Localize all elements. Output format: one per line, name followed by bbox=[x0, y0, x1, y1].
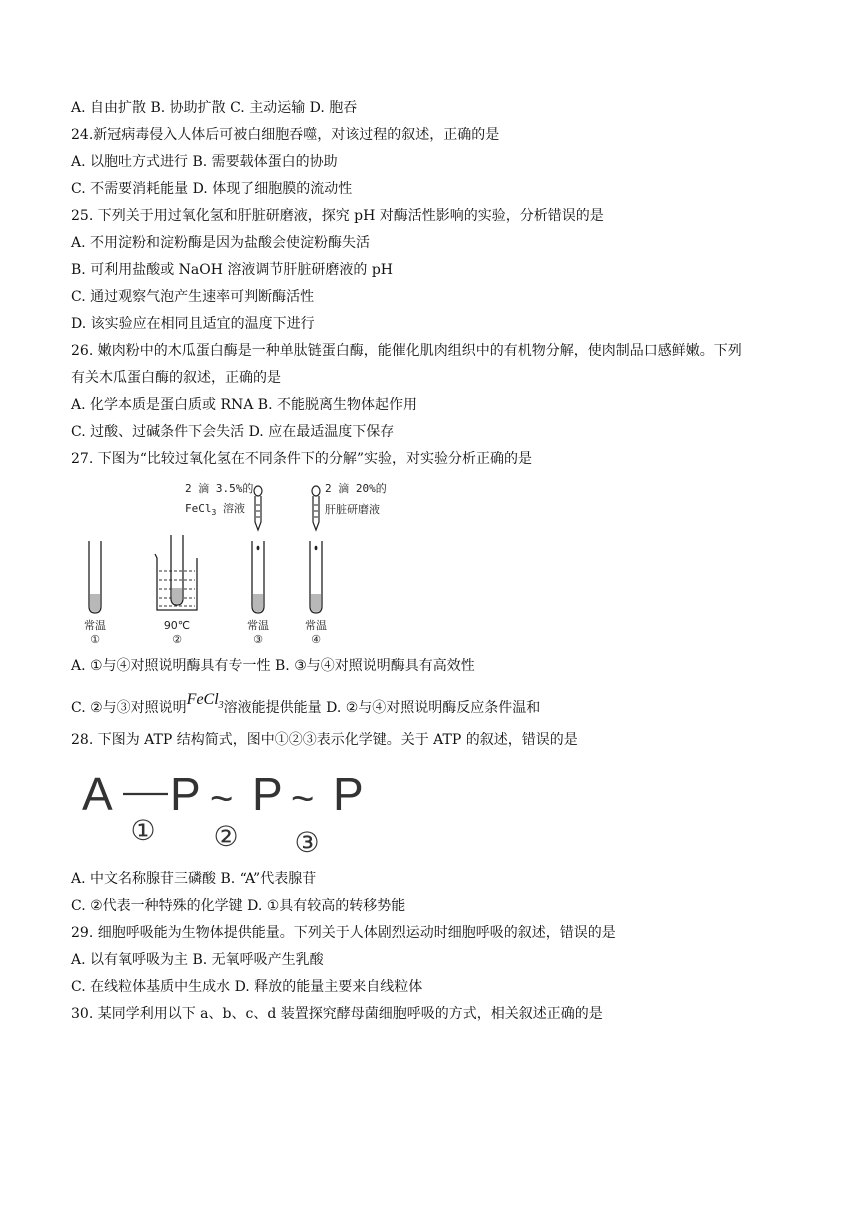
tube4-condition: 常温 bbox=[305, 619, 327, 632]
dropper1-label-line1: 2 滴 3.5%的 bbox=[185, 482, 254, 495]
q24-options-cd: C. 不需要消耗能量 D. 体现了细胞膜的流动性 bbox=[71, 181, 353, 197]
q24-options-ab: A. 以胞吐方式进行 B. 需要载体蛋白的协助 bbox=[71, 154, 338, 170]
q28-atp-structure-figure bbox=[80, 764, 380, 860]
q28-options-cd: C. ②代表一种特殊的化学键 D. ①具有较高的转移势能 bbox=[71, 898, 406, 914]
q28-options-ab: A. 中文名称腺苷三磷酸 B. “A”代表腺苷 bbox=[71, 871, 317, 887]
dropper-1 bbox=[254, 486, 262, 530]
q26-options-ab: A. 化学本质是蛋白质或 RNA B. 不能脱离生物体起作用 bbox=[71, 397, 417, 413]
q28-stem: 28. 下图为 ATP 结构简式，图中①②③表示化学键。关于 ATP 的叙述，错误的是 bbox=[71, 732, 578, 748]
test-tube-2-in-beaker bbox=[155, 535, 197, 610]
dropper2-label-line2: 肝脏研磨液 bbox=[325, 503, 380, 516]
fecl3-formula: FeCl$_3$ bbox=[186, 691, 224, 712]
q29-options-cd: C. 在线粒体基质中生成水 D. 释放的能量主要来自线粒体 bbox=[71, 979, 423, 995]
test-tube-3 bbox=[252, 541, 264, 613]
q26-options-cd: C. 过酸、过碱条件下会失活 D. 应在最适温度下保存 bbox=[71, 424, 395, 440]
dropper2-label-line1: 2 滴 20%的 bbox=[325, 482, 387, 495]
tube1-number: ① bbox=[90, 633, 100, 646]
q23-options: A. 自由扩散 B. 协助扩散 C. 主动运输 D. 胞吞 bbox=[71, 100, 358, 116]
q27-experiment-figure bbox=[75, 476, 405, 648]
atp-bond-2: ~ bbox=[210, 777, 234, 821]
dropper1-label-line2: FeCl$_3$ 溶液 bbox=[185, 502, 245, 517]
test-tube-1 bbox=[89, 541, 101, 613]
test-tube-4 bbox=[310, 541, 322, 613]
atp-bond-label-2: ② bbox=[213, 820, 239, 853]
tube2-number: ② bbox=[172, 633, 182, 646]
q25-option-c: C. 通过观察气泡产生速率可判断酶活性 bbox=[71, 289, 315, 305]
q27-options-ab: A. ①与④对照说明酶具有专一性 B. ③与④对照说明酶具有高效性 bbox=[71, 658, 475, 674]
q25-option-b: B. 可利用盐酸或 NaOH 溶液调节肝脏研磨液的 pH bbox=[71, 262, 393, 278]
atp-letter-p3: P bbox=[333, 768, 364, 820]
atp-bond-label-3: ③ bbox=[294, 826, 320, 859]
tube3-condition: 常温 bbox=[247, 619, 269, 632]
atp-letter-p1: P bbox=[170, 768, 201, 820]
q25-option-d: D. 该实验应在相同且适宜的温度下进行 bbox=[71, 316, 315, 332]
q24-stem: 24.新冠病毒侵入人体后可被白细胞吞噬，对该过程的叙述，正确的是 bbox=[71, 127, 500, 143]
tube4-number: ④ bbox=[311, 633, 321, 646]
q27-stem: 27. 下图为“比较过氧化氢在不同条件下的分解”实验，对实验分析正确的是 bbox=[71, 451, 533, 467]
q29-stem: 29. 细胞呼吸能为生物体提供能量。下列关于人体剧烈运动时细胞呼吸的叙述，错误的是 bbox=[71, 925, 616, 941]
atp-letter-p2: P bbox=[252, 768, 283, 820]
tube3-number: ③ bbox=[253, 633, 263, 646]
q26-stem-line2: 有关木瓜蛋白酶的叙述，正确的是 bbox=[71, 370, 281, 386]
q27-options-cd: C. ②与③对照说明FeCl$_3$溶液能提供能量 D. ②与④对照说明酶反应条件温和 bbox=[71, 691, 541, 716]
atp-letter-a: A bbox=[82, 768, 113, 820]
atp-bond-label-1: ① bbox=[130, 814, 156, 847]
tube2-condition: 90℃ bbox=[163, 619, 191, 632]
q25-option-a: A. 不用淀粉和淀粉酶是因为盐酸会使淀粉酶失活 bbox=[71, 235, 371, 251]
dropper-2 bbox=[312, 486, 320, 530]
tube1-condition: 常温 bbox=[84, 619, 106, 632]
atp-bond-3: ~ bbox=[291, 777, 315, 821]
q26-stem-line1: 26. 嫩肉粉中的木瓜蛋白酶是一种单肽链蛋白酶，能催化肌肉组织中的有机物分解，使肉制品口感鲜嫩。下列 bbox=[71, 343, 742, 359]
q29-options-ab: A. 以有氧呼吸为主 B. 无氧呼吸产生乳酸 bbox=[71, 952, 324, 968]
q30-stem: 30. 某同学利用以下 a、b、c、d 装置探究酵母菌细胞呼吸的方式，相关叙述正确的是 bbox=[71, 1006, 603, 1022]
q25-stem: 25. 下列关于用过氧化氢和肝脏研磨液，探究 pH 对酶活性影响的实验，分析错误的是 bbox=[71, 208, 604, 224]
